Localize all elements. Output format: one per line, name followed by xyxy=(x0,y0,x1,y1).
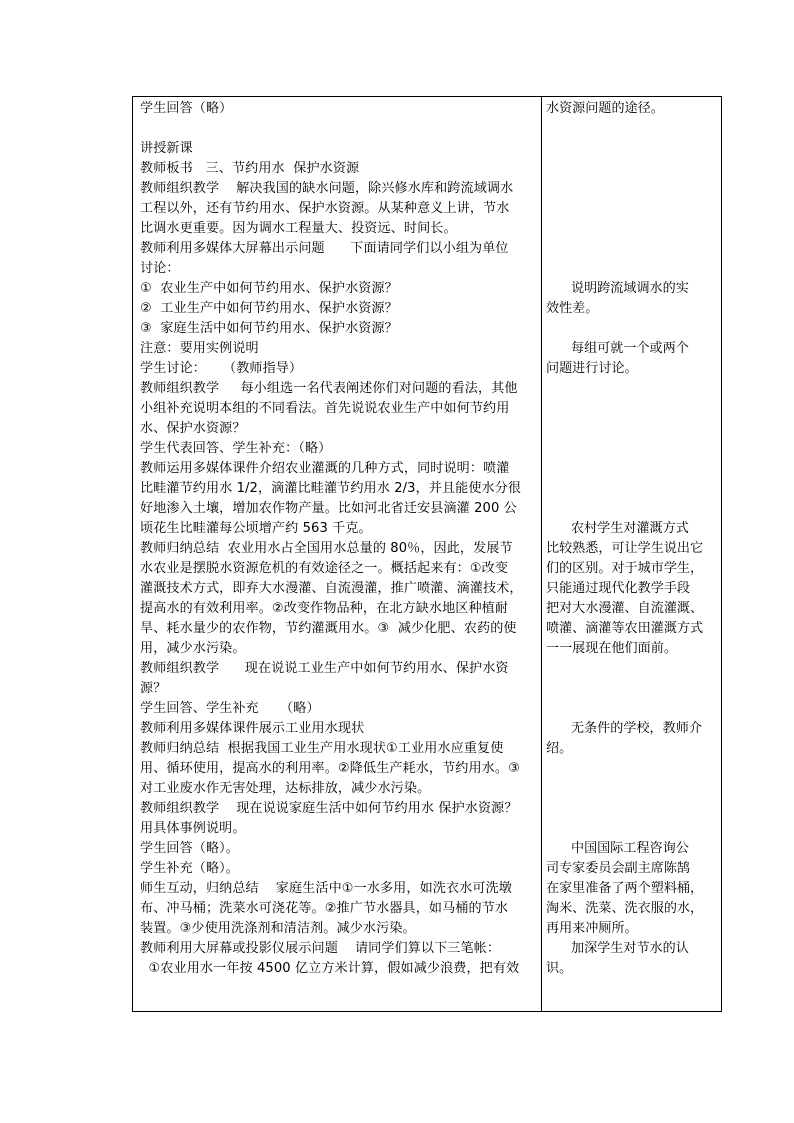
note-text-line: 一一展现在他们面前。 xyxy=(546,641,677,656)
body-text-line: 学生回答（略） xyxy=(140,101,233,116)
body-text-line xyxy=(140,119,537,139)
side-note-household-example xyxy=(546,839,718,979)
note-text-line: 在家里准备了两个塑料桶， xyxy=(546,881,704,896)
body-text-line: 水、保护水资源？ xyxy=(140,421,246,436)
body-text-line: 学生回答（略）。 xyxy=(140,841,239,856)
body-text-line: 水农业是摆脱水资源危机的有效途径之一。概括起来有：①改变 xyxy=(140,561,509,576)
body-text-line: 提高水的有效利用率。②改变作物品种，在北方缺水地区种植耐 xyxy=(140,601,509,616)
note-text-line: 效性差。 xyxy=(546,301,599,316)
column-divider xyxy=(541,97,542,1011)
body-text-line: 小组补充说明本组的不同看法。首先说说农业生产中如何节约用 xyxy=(140,401,510,416)
note-text-line: 绍。 xyxy=(546,741,573,756)
body-text-line: 学生补充（略）。 xyxy=(140,861,239,876)
body-text-line: 讲授新课 xyxy=(140,141,193,156)
note-text-line: 比较熟悉，可让学生说出它 xyxy=(546,541,704,556)
body-text-line: 教师利用大屏幕或投影仪展示问题 请同学们算以下三笔帐： xyxy=(140,941,501,956)
body-text-line: 教师板书 三、节约用水 保护水资源 xyxy=(140,161,360,176)
body-text-line: 教师归纳总结 根据我国工业生产用水现状①工业用水应重复使 xyxy=(140,741,504,756)
note-text-line: 识。 xyxy=(546,961,573,976)
note-text-line: 把对大水漫灌、自流灌溉、 xyxy=(546,601,704,616)
body-text-line: 旱、耗水量少的农作物，节约灌溉用水。③ 减少化肥、农药的使 xyxy=(140,621,517,636)
body-text-line: 用、循环使用，提高水的利用率。②降低生产耗水，节约用水。③ xyxy=(140,761,520,776)
body-text-line: ① 农业生产中如何节约用水、保护水资源？ xyxy=(140,281,398,296)
body-text-line: 比调水更重要。因为调水工程量大、投资远、时间长。 xyxy=(140,221,457,236)
body-text-line: ② 工业生产中如何节约用水、保护水资源？ xyxy=(140,301,398,316)
body-text-line: 教师运用多媒体课件介绍农业灌溉的几种方式，同时说明：喷灌 xyxy=(140,461,510,476)
main-content-column xyxy=(140,99,537,979)
note-text-line: 问题进行讨论。 xyxy=(546,361,638,376)
body-text-line: 注意：要用实例说明 xyxy=(140,341,259,356)
body-text-line: 学生代表回答、学生补充：（略） xyxy=(140,441,332,456)
body-text-line: 顷花生比畦灌每公顷增产约 563 千克。 xyxy=(140,521,372,536)
body-text-line: 对工业废水作无害处理，达标排放，减少水污染。 xyxy=(140,781,431,796)
body-text-line: 教师组织教学 解决我国的缺水问题，除兴修水库和跨流域调水 xyxy=(140,181,514,196)
body-text-line: 教师组织教学 现在说说工业生产中如何节约用水、保护水资 xyxy=(140,661,509,676)
note-text-line: 喷灌、滴灌等农田灌溉方式 xyxy=(546,621,704,636)
note-text-line: 水资源问题的途径。 xyxy=(546,101,664,116)
body-text-line: 布、冲马桶；洗菜水可浇花等。②推广节水器具，如马桶的节水 xyxy=(140,901,509,916)
note-text-line: 说明跨流域调水的实 xyxy=(546,281,689,296)
body-text-line: 灌溉技术方式，即弃大水漫灌、自流漫灌，推广喷灌、滴灌技术， xyxy=(140,581,523,596)
side-note-irrigation-methods xyxy=(546,519,718,659)
note-text-line: 司专家委员会副主席陈鹄 xyxy=(546,861,691,876)
note-text-line: 加深学生对节水的认 xyxy=(546,941,689,956)
body-text-line: ①农业用水一年按 4500 亿立方米计算，假如减少浪费，把有效 xyxy=(140,961,520,976)
note-text-line: 们的区别。对于城市学生， xyxy=(546,561,704,576)
body-text-line: 讨论： xyxy=(140,261,180,276)
note-text-line: 只能通过现代化教学手段 xyxy=(546,581,691,596)
note-text-line: 无条件的学校，教师介 xyxy=(546,721,702,736)
note-text-line: 再用来冲厕所。 xyxy=(546,921,638,936)
body-text-line: 教师归纳总结 农业用水占全国用水总量的 80％，因此，发展节 xyxy=(140,541,513,556)
body-text-line: 用具体事例说明。 xyxy=(140,821,246,836)
side-note-cross-basin-transfer xyxy=(546,279,718,319)
body-text-line: 教师利用多媒体课件展示工业用水现状 xyxy=(140,721,365,736)
body-text-line: 用，减少水污染。 xyxy=(140,641,246,656)
body-text-line: 源？ xyxy=(140,681,167,696)
note-text-line: 每组可就一个或两个 xyxy=(546,341,689,356)
body-text-line: 比畦灌节约用水 1/2，滴灌比畦灌节约用水 2/3，并且能使水分很 xyxy=(140,481,522,496)
body-text-line: 教师利用多媒体大屏幕出示问题 下面请同学们以小组为单位 xyxy=(140,241,509,256)
note-text-line: 淘米、洗菜、洗衣服的水， xyxy=(546,901,704,916)
side-note-water-resources xyxy=(546,99,718,119)
body-text-line: ③ 家庭生活中如何节约用水、保护水资源？ xyxy=(140,321,398,336)
side-note-group-discussion xyxy=(546,339,718,379)
body-text-line: 教师组织教学 每小组选一名代表阐述你们对问题的看法，其他 xyxy=(140,381,518,396)
note-text-line: 中国国际工程咨询公 xyxy=(546,841,689,856)
body-text-line: 工程以外，还有节约用水、保护水资源。从某种意义上讲，节水 xyxy=(140,201,510,216)
body-text-line: 学生讨论： （教师指导） xyxy=(140,361,303,376)
body-text-line: 好地渗入土壤，增加农作物产量。比如河北省迁安县滴灌 200 公 xyxy=(140,501,517,516)
body-text-line: 装置。③少使用洗涤剂和清洁剂。减少水污染。 xyxy=(140,921,416,936)
body-text-line: 教师组织教学 现在说说家庭生活中如何节约用水 保护水资源？ xyxy=(140,801,518,816)
body-text-line: 学生回答、学生补充 （略） xyxy=(140,701,320,716)
lesson-table xyxy=(132,96,722,1012)
body-text-line: 师生互动，归纳总结 家庭生活中①一水多用，如洗衣水可洗墩 xyxy=(140,881,512,896)
note-text-line: 农村学生对灌溉方式 xyxy=(546,521,689,536)
side-note-teacher-intro xyxy=(546,719,718,759)
